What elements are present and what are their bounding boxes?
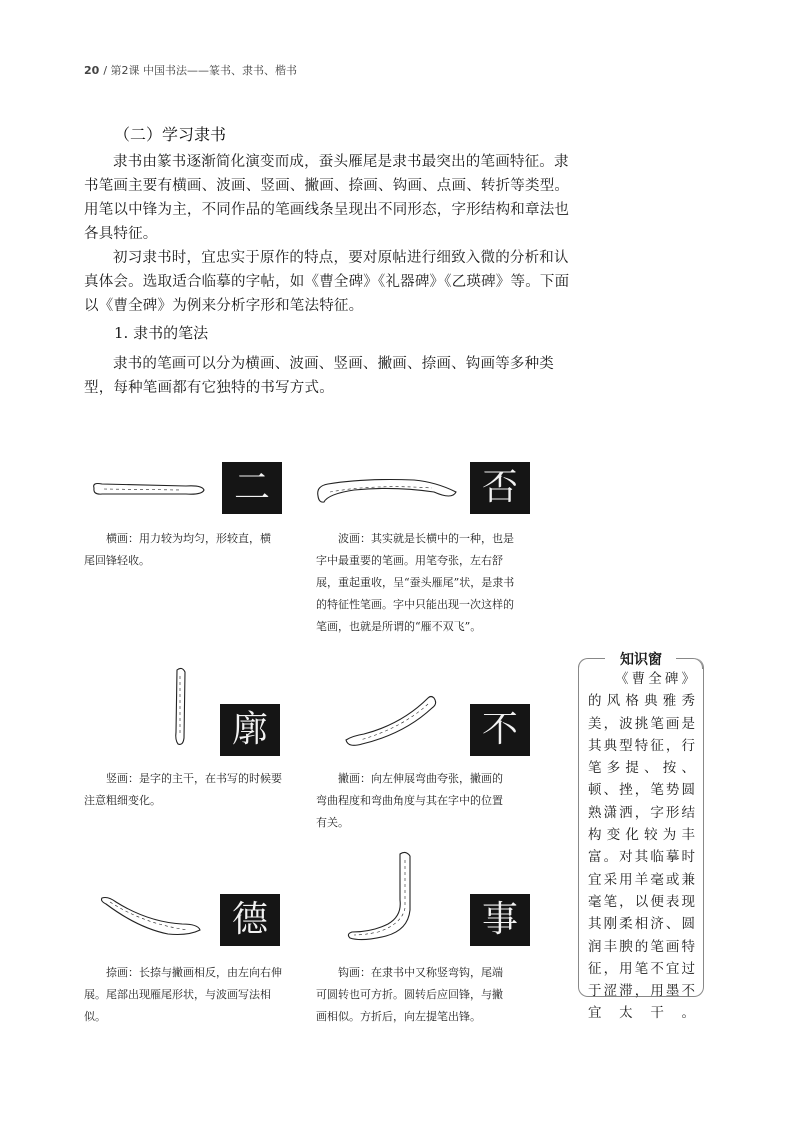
example-character: 事 — [481, 899, 518, 940]
page-number: 20 — [84, 64, 100, 77]
knowledge-window-title: 知识窗 — [610, 649, 672, 669]
stroke-caption: 竖画：是字的主干，在书写的时候要注意粗细变化。 — [84, 772, 282, 807]
horizontal-stroke-illustration — [90, 478, 208, 502]
example-character: 否 — [481, 467, 518, 508]
right-falling-stroke-illustration — [98, 894, 204, 938]
vertical-stroke-illustration — [170, 666, 192, 748]
hook-stroke-illustration — [342, 850, 416, 944]
character-box — [220, 894, 280, 946]
running-header — [84, 62, 297, 78]
character-box — [470, 462, 530, 514]
character-box — [470, 894, 530, 946]
paragraph-intro: 隶书由篆书逐渐简化演变而成，蚕头雁尾是隶书最突出的笔画特征。隶书笔画主要有横画、波画、竖画、撇画、捺画、钩画、点画、转折等类型。用笔以中锋为主，不同作品的笔画线条呈现出不同形态，字形结构和章法也各具特征。 — [84, 154, 570, 242]
example-character: 德 — [231, 899, 268, 940]
example-character: 不 — [481, 709, 518, 750]
paragraph-strokes: 隶书的笔画可以分为横画、波画、竖画、撇画、捺画、钩画等多种类型，每种笔画都有它独特的书写方式。 — [84, 356, 554, 396]
stroke-caption: 波画：其实就是长横中的一种，也是字中最重要的笔画。用笔夸张，左右舒展，重起重收，呈“蚕头雁尾”状，是隶书的特征性笔画。字中只能出现一次这样的笔画，也就是所谓的“雁不双飞”。 — [316, 532, 515, 633]
character-box — [222, 462, 282, 514]
character-box — [220, 704, 280, 756]
section-title: （二）学习隶书 — [114, 125, 227, 144]
stroke-caption: 横画：用力较为均匀，形较直，横尾回锋轻收。 — [84, 532, 271, 567]
example-character: 二 — [233, 467, 270, 508]
header-text: / 第2课 中国书法——篆书、隶书、楷书 — [103, 64, 298, 77]
paragraph-practice: 初习隶书时，宜忠实于原作的特点，要对原帖进行细致入微的分析和认真体会。选取适合临摹的字帖，如《曹全碑》《礼器碑》《乙瑛碑》等。下面以《曹全碑》为例来分析字形和笔法特征。 — [84, 250, 570, 314]
example-character: 廓 — [231, 709, 268, 750]
character-box — [470, 704, 530, 756]
stroke-caption: 钩画：在隶书中又称竖弯钩，尾端可圆转也可方折。圆转后应回锋，与撇画相似。方折后，向左提笔出锋。 — [316, 966, 503, 1023]
wave-stroke-illustration — [314, 470, 460, 510]
stroke-caption: 捺画：长捺与撇画相反，由左向右伸展。尾部出现雁尾形状，与波画写法相似。 — [84, 966, 282, 1023]
stroke-caption: 撇画：向左伸展弯曲夸张，撇画的弯曲程度和弯曲角度与其在字中的位置有关。 — [316, 772, 503, 829]
knowledge-window-text: 《曹全碑》的风格典雅秀美，波挑笔画是其典型特征，行笔多提、按、顿、挫，笔势圆熟潇洒，字形结构变化较为丰富。对其临摹时宜采用羊毫或兼毫笔，以便表现其刚柔相济、圆润丰腴的笔画特征，用笔不宜过于涩滞，用墨不宜太干。 — [588, 671, 696, 1022]
subsection-title: 1. 隶书的笔法 — [114, 324, 209, 342]
left-falling-stroke-illustration — [342, 694, 440, 750]
